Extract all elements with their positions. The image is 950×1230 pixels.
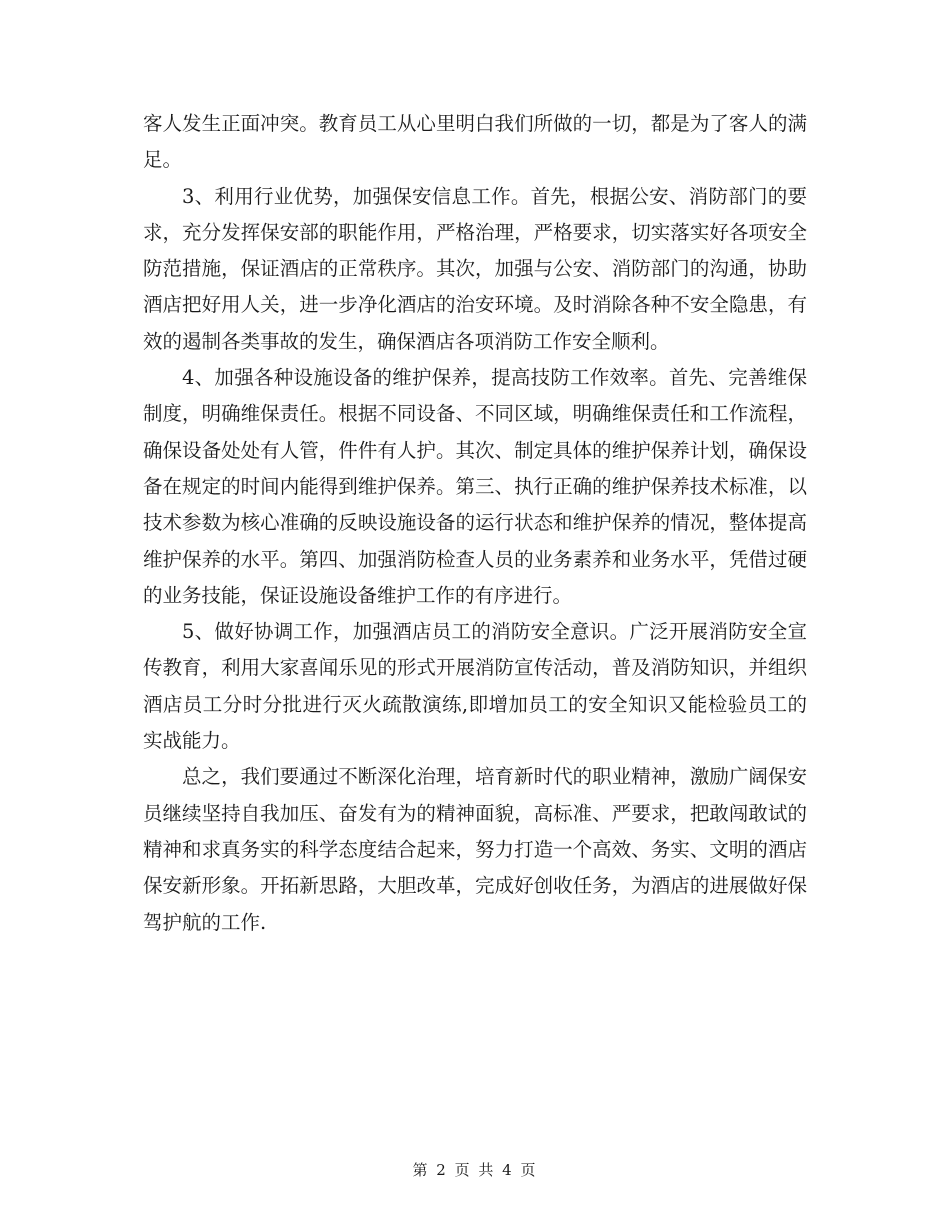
page-number-footer: 第 2 页 共 4 页 bbox=[412, 1161, 538, 1179]
paragraph-item-4: 4、加强各种设施设备的维护保养，提高技防工作效率。首先、完善维保制度，明确维保责任。根据不同设备、不同区域，明确维保责任和工作流程，确保设备处处有人管，件件有人护。其次、制定具体的维护保养计划，确保设备在规定的时间内能得到维护保养。第三、执行正确的维护保养技术标准，以技术参数为核心准确的反映设施设备的运行状态和维护保养的情况，整体提高维护保养的水平。第四、加强消防检查人员的业务素养和业务水平，凭借过硬的业务技能，保证设施设备维护工作的有序进行。 bbox=[143, 366, 807, 607]
paragraph-item-3: 3、利用行业优势，加强保安信息工作。首先，根据公安、消防部门的要求，充分发挥保安部的职能作用，严格治理，严格要求，切实落实好各项安全防范措施，保证酒店的正常秩序。其次，加强与公安、消防部门的沟通，协助酒店把好用人关，进一步净化酒店的治安环境。及时消除各种不安全隐患，有效的遏制各类事故的发生，确保酒店各项消防工作安全顺利。 bbox=[143, 184, 807, 353]
paragraph-item-5: 5、做好协调工作，加强酒店员工的消防安全意识。广泛开展消防安全宣传教育，利用大家喜闻乐见的形式开展消防宣传活动，普及消防知识，并组织酒店员工分时分批进行灭火疏散演练,即增加员工的安全知识又能检验员工的实战能力。 bbox=[143, 620, 807, 753]
document-body bbox=[143, 106, 807, 941]
paragraph-summary: 总之，我们要通过不断深化治理，培育新时代的职业精神，激励广阔保安员继续坚持自我加压、奋发有为的精神面貌，高标准、严要求，把敢闯敢试的精神和求真务实的科学态度结合起来，努力打造一个高效、务实、文明的酒店保安新形象。开拓新思路，大胆改革，完成好创收任务，为酒店的进展做好保驾护航的工作. bbox=[143, 765, 807, 934]
paragraph-continuation: 客人发生正面冲突。教育员工从心里明白我们所做的一切，都是为了客人的满足。 bbox=[143, 112, 807, 172]
